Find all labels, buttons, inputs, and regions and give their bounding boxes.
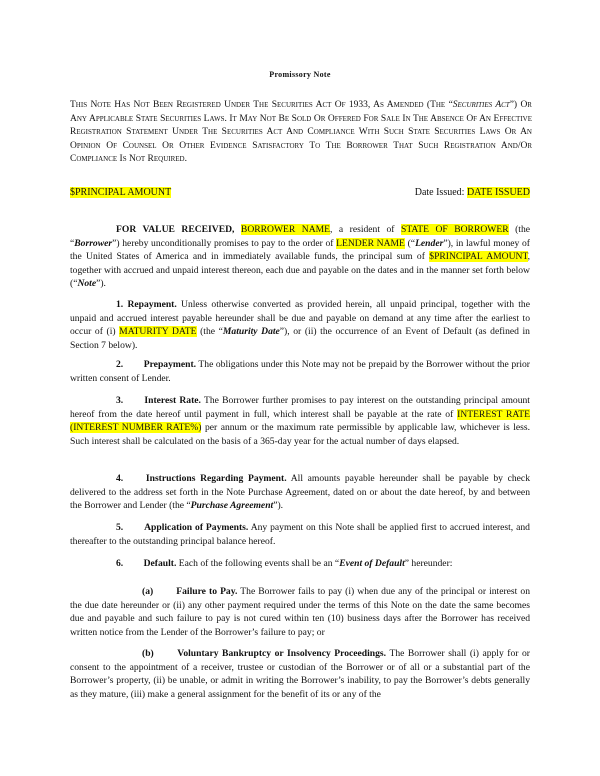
intro-text: ”) hereby unconditionally promises to pay to the order of bbox=[112, 237, 334, 249]
section-heading: Instructions Regarding Payment. bbox=[145, 473, 287, 484]
event-of-default-term: Event of Default bbox=[339, 558, 405, 569]
intro-lead: FOR VALUE RECEIVED, bbox=[116, 224, 235, 235]
borrower-state-placeholder: STATE OF BORROWER bbox=[400, 224, 509, 235]
intro-text: , a resident of bbox=[330, 224, 395, 235]
section-heading: Interest Rate. bbox=[144, 395, 201, 406]
section-prepayment bbox=[70, 358, 530, 385]
section-number: 2. bbox=[116, 359, 124, 370]
subsection-heading: Failure to Pay. bbox=[176, 586, 238, 597]
securities-legend bbox=[70, 99, 532, 167]
borrower-term: Borrower bbox=[74, 237, 113, 249]
intro-text: ”), in lawful money of the United States of America and in immediately available funds, the principal sum of bbox=[70, 237, 530, 262]
interest-rate-placeholder: INTEREST RATE (INTEREST NUMBER RATE%) bbox=[70, 408, 530, 433]
legend-text: ”) Or Any Applicable State Securities Laws. It May Not Be Sold Or Offered For Sale In The Absence Of An Effective Registration Statement Under The Securities Act And Compliance With Such State Securities Laws Or An Opinion Of Counsel Or Other Evidence Satisfactory To The Borrower That Such Registration And/Or Compliance Is Not Required. bbox=[70, 100, 532, 164]
section-text: The obligations under this Note may not be prepaid by the Borrower without the prior written consent of Lender. bbox=[70, 359, 530, 384]
section-interest-rate bbox=[70, 394, 530, 448]
section-repayment bbox=[70, 298, 530, 352]
lender-term: Lender bbox=[415, 237, 444, 249]
section-number: 3. bbox=[116, 395, 124, 406]
lender-name-placeholder: LENDER NAME bbox=[336, 237, 405, 249]
subsection-number: (a) bbox=[142, 586, 154, 597]
intro-text: , together with accrued and unpaid interest thereon, each due and payable on the dates and in the manner set forth below (“ bbox=[70, 251, 530, 289]
date-issued bbox=[415, 186, 530, 199]
date-placeholder: DATE ISSUED bbox=[466, 187, 530, 198]
section-heading: Default. bbox=[143, 558, 177, 569]
intro-text: (the “ bbox=[70, 224, 530, 249]
subsection-text: The Borrower shall (i) apply for or consent to the appointment of a receiver, trustee or custodian of the Borrower or of all or a substantial part of the Borrower’s property, (ii) be unable, or admit in writing the Borrower’s inability, to pay the Borrower’s debts generally as they mature, (iii) make a general assignment for the benefit of its or any of the bbox=[70, 648, 531, 700]
section-text: ”). bbox=[273, 500, 284, 511]
section-payment-instructions bbox=[70, 472, 530, 513]
intro-text: ”). bbox=[96, 278, 106, 289]
legend-text: This Note Has Not Been Registered Under The Securities Act Of 1933, As Amended (The “ bbox=[70, 100, 453, 110]
note-term: Note bbox=[77, 278, 97, 289]
subsection-voluntary-bankruptcy bbox=[70, 647, 530, 701]
section-number: 6. bbox=[116, 558, 124, 569]
purchase-agreement-term: Purchase Agreement bbox=[190, 500, 274, 511]
section-number: 1. bbox=[116, 299, 124, 310]
borrower-name-placeholder: BORROWER NAME bbox=[240, 224, 331, 235]
section-text: Each of the following events shall be an “ bbox=[178, 558, 340, 569]
principal-amount-placeholder: $PRINCIPAL AMOUNT bbox=[70, 187, 172, 198]
section-heading: Prepayment. bbox=[143, 359, 197, 370]
intro-text: (“ bbox=[407, 237, 416, 249]
maturity-term: Maturity Date bbox=[222, 326, 280, 337]
subsection-heading: Voluntary Bankruptcy or Insolvency Proceedings. bbox=[177, 648, 387, 659]
section-heading: Repayment. bbox=[127, 299, 177, 310]
intro-paragraph bbox=[70, 223, 530, 291]
section-number: 5. bbox=[116, 522, 124, 533]
section-text: ” hereunder: bbox=[404, 558, 453, 569]
principal-amount-field bbox=[70, 186, 171, 199]
section-number: 4. bbox=[116, 473, 124, 484]
principal-amount-inline: $PRINCIPAL AMOUNT bbox=[429, 251, 528, 262]
section-text: ”), or (ii) the occurrence of an Event of Default (as defined in Section 7 below). bbox=[70, 326, 530, 351]
section-text: per annum or the maximum rate permissible by applicable law, whichever is less. Such interest shall be calculated on the basis of a 365-day year for the actual number of days elapsed. bbox=[70, 422, 530, 447]
section-text: Unless otherwise converted as provided herein, all unpaid principal, together with the unpaid and accrued interest payable hereunder shall be due and payable on demand at any time after the earliest to occur of (i) bbox=[70, 299, 530, 337]
date-label: Date Issued: bbox=[414, 187, 465, 198]
section-text: All amounts payable hereunder shall be payable by check delivered to the address set forth in the Note Purchase Agreement, dated on or about the date hereof, by and between the Borrower and Lender (the “ bbox=[70, 473, 530, 511]
section-text: Any payment on this Note shall be applied first to accrued interest, and thereafter to the outstanding principal balance hereof. bbox=[70, 522, 530, 547]
page-title: Promissory Note bbox=[269, 70, 331, 79]
maturity-date-placeholder: MATURITY DATE bbox=[119, 326, 197, 337]
section-default bbox=[70, 557, 530, 571]
legend-term: Securities Act bbox=[452, 100, 510, 110]
subsection-text: The Borrower fails to pay (i) when due any of the principal or interest on the due date hereunder or (ii) any other payment required under the terms of this Note on the date the same becomes due and payable and such failure to pay is not cured within ten (10) business days after the Borrower has received written notice from the Lender of the Borrower’s failure to pay; or bbox=[70, 586, 530, 638]
section-text: The Borrower further promises to pay interest on the outstanding principal amount hereof from the date hereof until payment in full, which interest shall be payable at the rate of bbox=[70, 395, 530, 420]
subsection-failure-to-pay bbox=[70, 585, 530, 639]
subsection-number: (b) bbox=[142, 648, 154, 659]
section-text: (the “ bbox=[200, 326, 223, 337]
section-heading: Application of Payments. bbox=[144, 522, 249, 533]
section-application-of-payments bbox=[70, 521, 530, 548]
